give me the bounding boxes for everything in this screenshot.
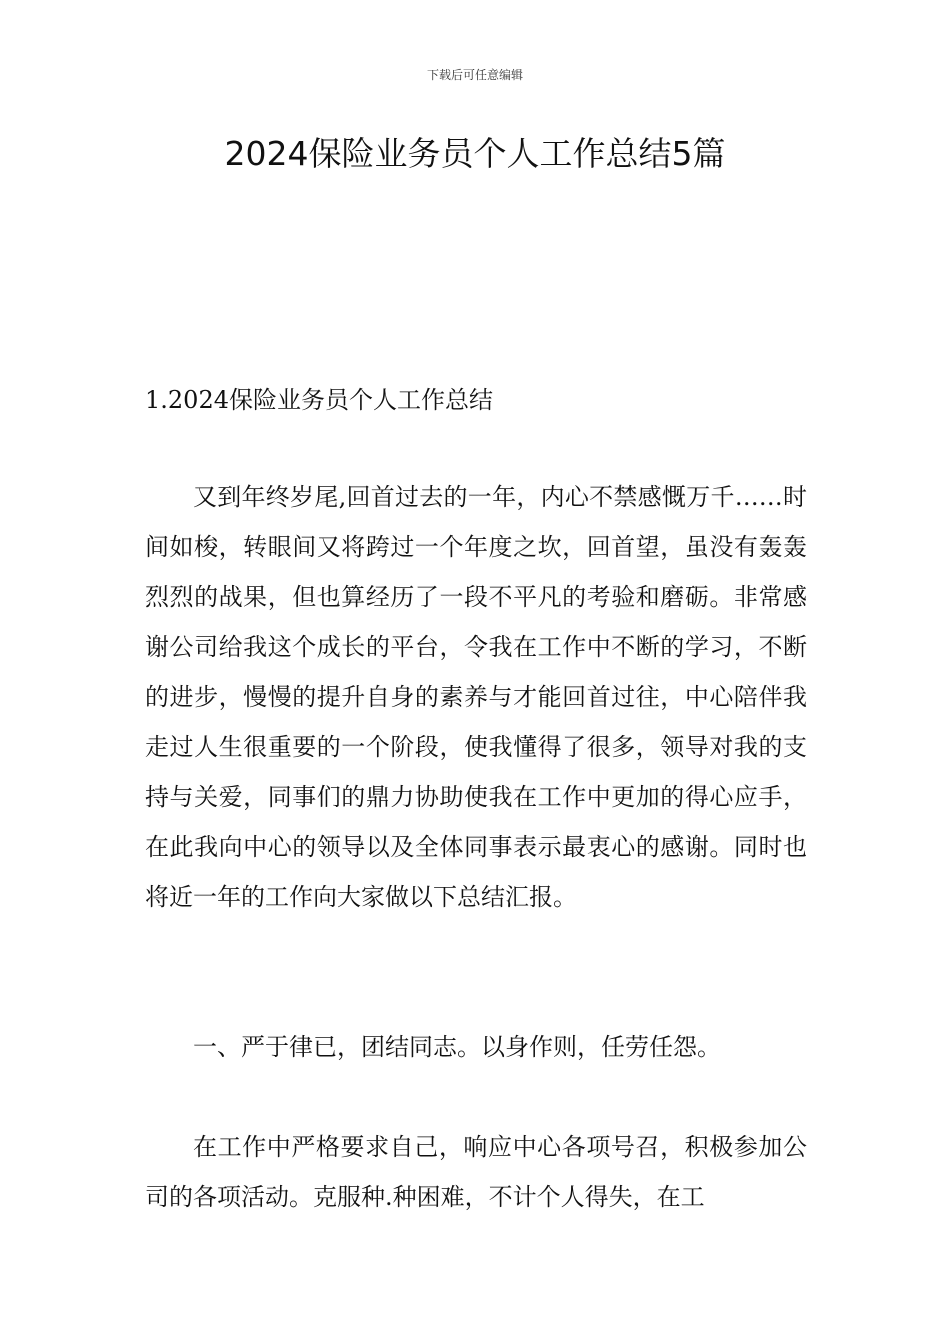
body-paragraph: 在工作中严格要求自己，响应中心各项号召，积极参加公司的各项活动。克服种.种困难，不计个人得失，在工 — [145, 1133, 807, 1211]
document-title: 2024保险业务员个人工作总结5篇 — [224, 134, 726, 173]
body-paragraph: 又到年终岁尾,回首过去的一年，内心不禁感慨万千……时间如梭，转眼间又将跨过一个年度之坎，回首望，虽没有轰轰烈烈的战果，但也算经历了一段不平凡的考验和磨砺。非常感谢公司给我这个成长的平台，令我在工作中不断的学习，不断的进步，慢慢的提升自身的素养与才能回首过往，中心陪伴我走过人生很重要的一个阶段，使我懂得了很多，领导对我的支持与关爱，同事们的鼎力协助使我在工作中更加的得心应手，在此我向中心的领导以及全体同事表示最衷心的感谢。同时也将近一年的工作向大家做以下总结汇报。 — [145, 483, 807, 911]
section-heading: 1.2024保险业务员个人工作总结 — [145, 386, 493, 414]
header-note: 下载后可任意编辑 — [426, 68, 523, 82]
subsection-heading: 一、严于律已，团结同志。以身作则，任劳任怨。 — [193, 1033, 721, 1061]
